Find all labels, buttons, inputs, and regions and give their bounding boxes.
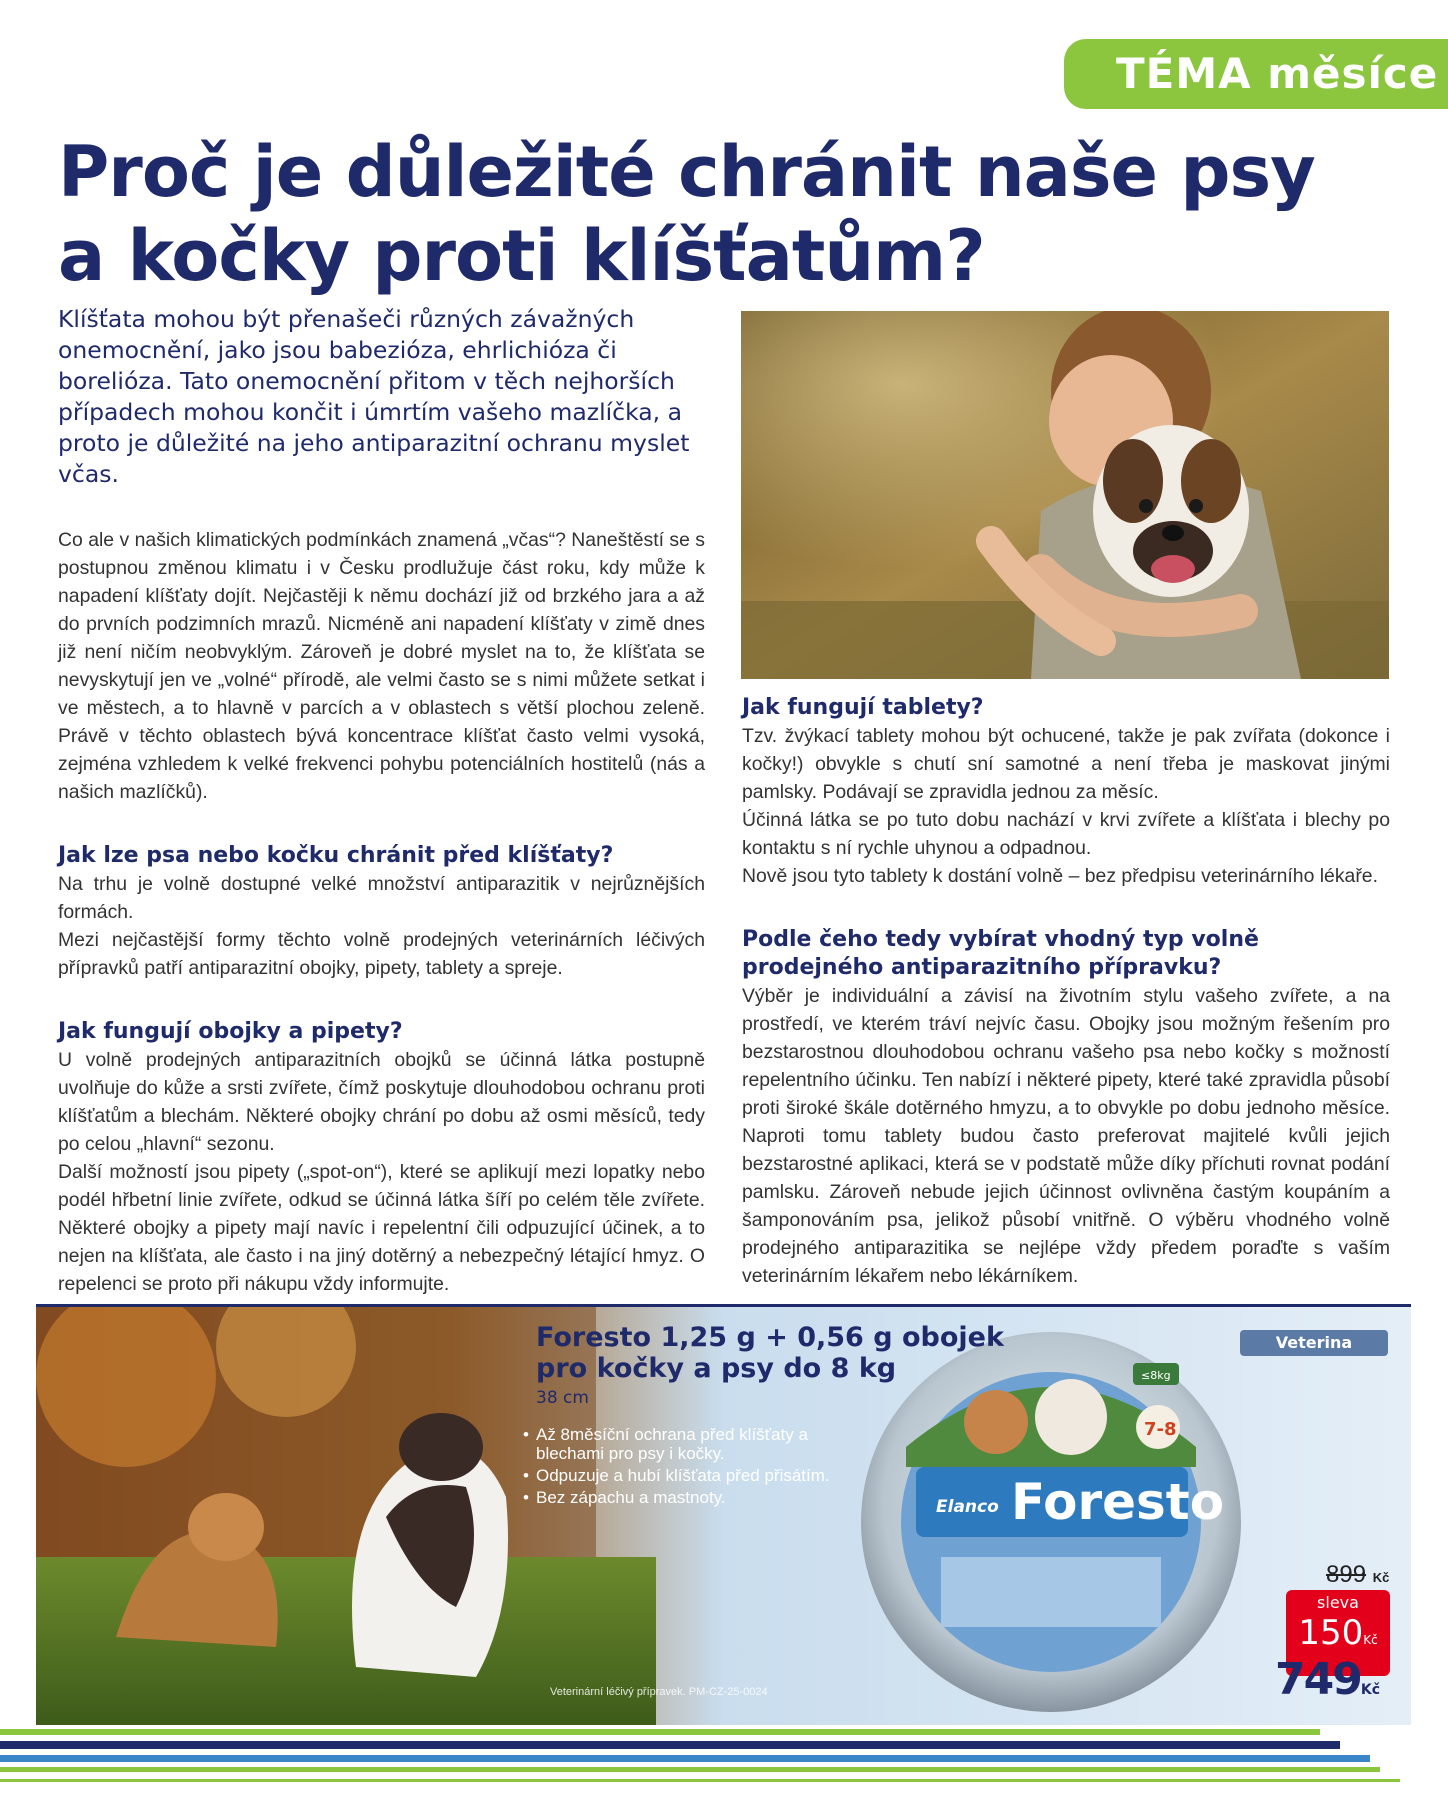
promo-legal-note: Veterinární léčivý přípravek. PM-CZ-25-0024	[550, 1686, 768, 1698]
old-price-value: 899	[1326, 1561, 1367, 1588]
right-column	[742, 694, 1390, 1290]
new-price-currency: Kč	[1360, 1682, 1381, 1698]
tablets-paragraph-1: Tzv. žvýkací tablety mohou být ochucené, takže je pak zvířata (dokonce i kočky!) obvykle s chutí sní samotné a není třeba je maskovat jinými pamlsky. Podávají se zpravidla jednou za měsíc.	[742, 725, 1390, 803]
promo-title	[536, 1322, 1004, 1384]
promo-title-line-1: Foresto 1,25 g + 0,56 g obojek	[536, 1322, 1004, 1353]
collars-paragraph-2: Další možností jsou pipety („spot-on“), které se aplikují mezi lopatky nebo podél hřbetní linie zvířete, odkud se účinná látka šíří po celém těle zvířete. Některé obojky a pipety mají navíc i repelentní čili odpuzující účinek, a to nejen na klíšťata, ale často i na jiný dotěrný a nebezpečný létající hmyz. O repelenci se proto při nákupu vždy informujte.	[58, 1161, 705, 1295]
protection-paragraph-2: Mezi nejčastější formy těchto volně prodejných veterinárních léčivých přípravků patří antiparazitní obojky, pipety, tablety a spreje.	[58, 929, 705, 979]
intro-paragraph: Co ale v našich klimatických podmínkách znamená „včas“? Naneštěstí se s postupnou změnou klimatu i v Česku prodlužuje část roku, kdy může k napadení klíšťaty dojít. Nejčastěji k němu dochází již od brzkého jara a až do prvních podzimních mrazů. Nicméně ani napadení klíšťaty v zimě dnes již není ničím neobvyklým. Zároveň je dobré myslet na to, že klíšťata se nevyskytují jen ve „volné“ přírodě, ale velmi často se s nimi můžete setkat i ve městech, a to hlavně v parcích a v oblastech s větší plochou zeleně. Právě v těchto oblastech bývá koncentrace klíšťat často velmi vysoká, zejména vzhledem k velké frekvenci pohybu potenciálních hostitelů (nás a našich mazlíčků).	[58, 529, 705, 803]
tablets-paragraph-2: Účinná látka se po tuto dobu nachází v krvi zvířete a klíšťata i blechy po kontaktu s ní rychle uhynou a odpadnou.	[742, 809, 1390, 859]
package-maker: Elanco	[936, 1497, 999, 1517]
article-lead: Klíšťata mohou být přenašeči různých závažných onemocnění, jako jsou babezióza, ehrlichióza či borelióza. Tato onemocnění přitom v těch nejhorších případech mohou končit i úmrtím vašeho mazlíčka, a proto je důležité na jeho antiparazitní ochranu myslet včas.	[58, 305, 690, 488]
discount-currency: Kč	[1363, 1633, 1378, 1647]
girl-with-dog-photo	[741, 311, 1389, 679]
package-weight-badge: ≤8kg	[1141, 1369, 1171, 1382]
title-line-2: a kočky proti klíšťatům?	[58, 215, 985, 297]
promo-size: 38 cm	[536, 1388, 589, 1408]
choosing-paragraph: Výběr je individuální a závisí na životním stylu vašeho zvířete, a na prostředí, ve kterém tráví nejvíc času. Obojky jsou možným řešením pro bezstarostnou dlouhodobou ochranu vašeho psa nebo kočky s možností repelentního účinku. Ten nabízí i některé pipety, které také zpravidla působí proti široké škále dotěrného hmyzu, a to obvykle po dobu jednoho měsíce. Naproti tomu tablety budou často preferovat majitelé kvůli jejich bezstarostné aplikaci, která se v podstatě může díky příchuti rovnat podání pamlsku. Zároveň nebude jejich účinnost ovlivněna častým koupáním a šamponováním psa, jelikož působí vnitřně. O výběru vhodného volně prodejného antiparazitika se nejlépe vždy předem poraďte s vaším veterinárním lékařem nebo lékárníkem.	[742, 985, 1390, 1287]
left-column	[58, 526, 705, 1298]
section-heading-protection: Jak lze psa nebo kočku chránit před klíšťaty?	[58, 843, 614, 868]
discount-label: sleva	[1317, 1593, 1359, 1612]
decorative-stripes	[0, 1727, 1448, 1809]
new-price	[1275, 1654, 1380, 1705]
promo-bullets	[523, 1425, 843, 1510]
title-line-1: Proč je důležité chránit naše psy	[58, 131, 1315, 213]
package-months-badge: 7-8	[1144, 1419, 1177, 1440]
collars-paragraph-1: U volně prodejných antiparazitních obojků se účinná látka postupně uvolňuje do kůže a srsti zvířete, čímž poskytuje dlouhodobou ochranu proti klíšťatům a blechám. Některé obojky chrání po dobu až osmi měsíců, tedy po celou „hlavní“ sezonu.	[58, 1049, 705, 1155]
package-brand: Foresto	[1011, 1473, 1225, 1531]
promo-bullet: • Bez zápachu a mastnoty.	[523, 1488, 843, 1507]
promo-bullet: • Až 8měsíční ochrana před klíšťaty a blechami pro psy i kočky.	[523, 1425, 843, 1463]
protection-paragraph-1: Na trhu je volně dostupné velké množství antiparazitik v nejrůznějších formách.	[58, 873, 705, 923]
new-price-value: 749	[1275, 1654, 1361, 1705]
section-heading-choosing: Podle čeho tedy vybírat vhodný typ volně prodejného antiparazitního přípravku?	[742, 927, 1259, 980]
brand-badge: Veterina	[1240, 1330, 1388, 1356]
discount-value: 150	[1298, 1613, 1364, 1653]
old-price	[1326, 1561, 1389, 1589]
old-price-currency: Kč	[1372, 1570, 1390, 1585]
promo-title-line-2: pro kočky a psy do 8 kg	[536, 1353, 897, 1384]
section-tag: TÉMA měsíce	[1064, 39, 1448, 109]
article-title	[58, 130, 1358, 298]
section-heading-tablets: Jak fungují tablety?	[742, 695, 984, 720]
section-heading-collars: Jak fungují obojky a pipety?	[58, 1019, 403, 1044]
promo-bullet: • Odpuzuje a hubí klíšťata před přisátím.	[523, 1466, 843, 1485]
tablets-paragraph-3: Nově jsou tyto tablety k dostání volně – bez předpisu veterinárního lékaře.	[742, 865, 1378, 887]
